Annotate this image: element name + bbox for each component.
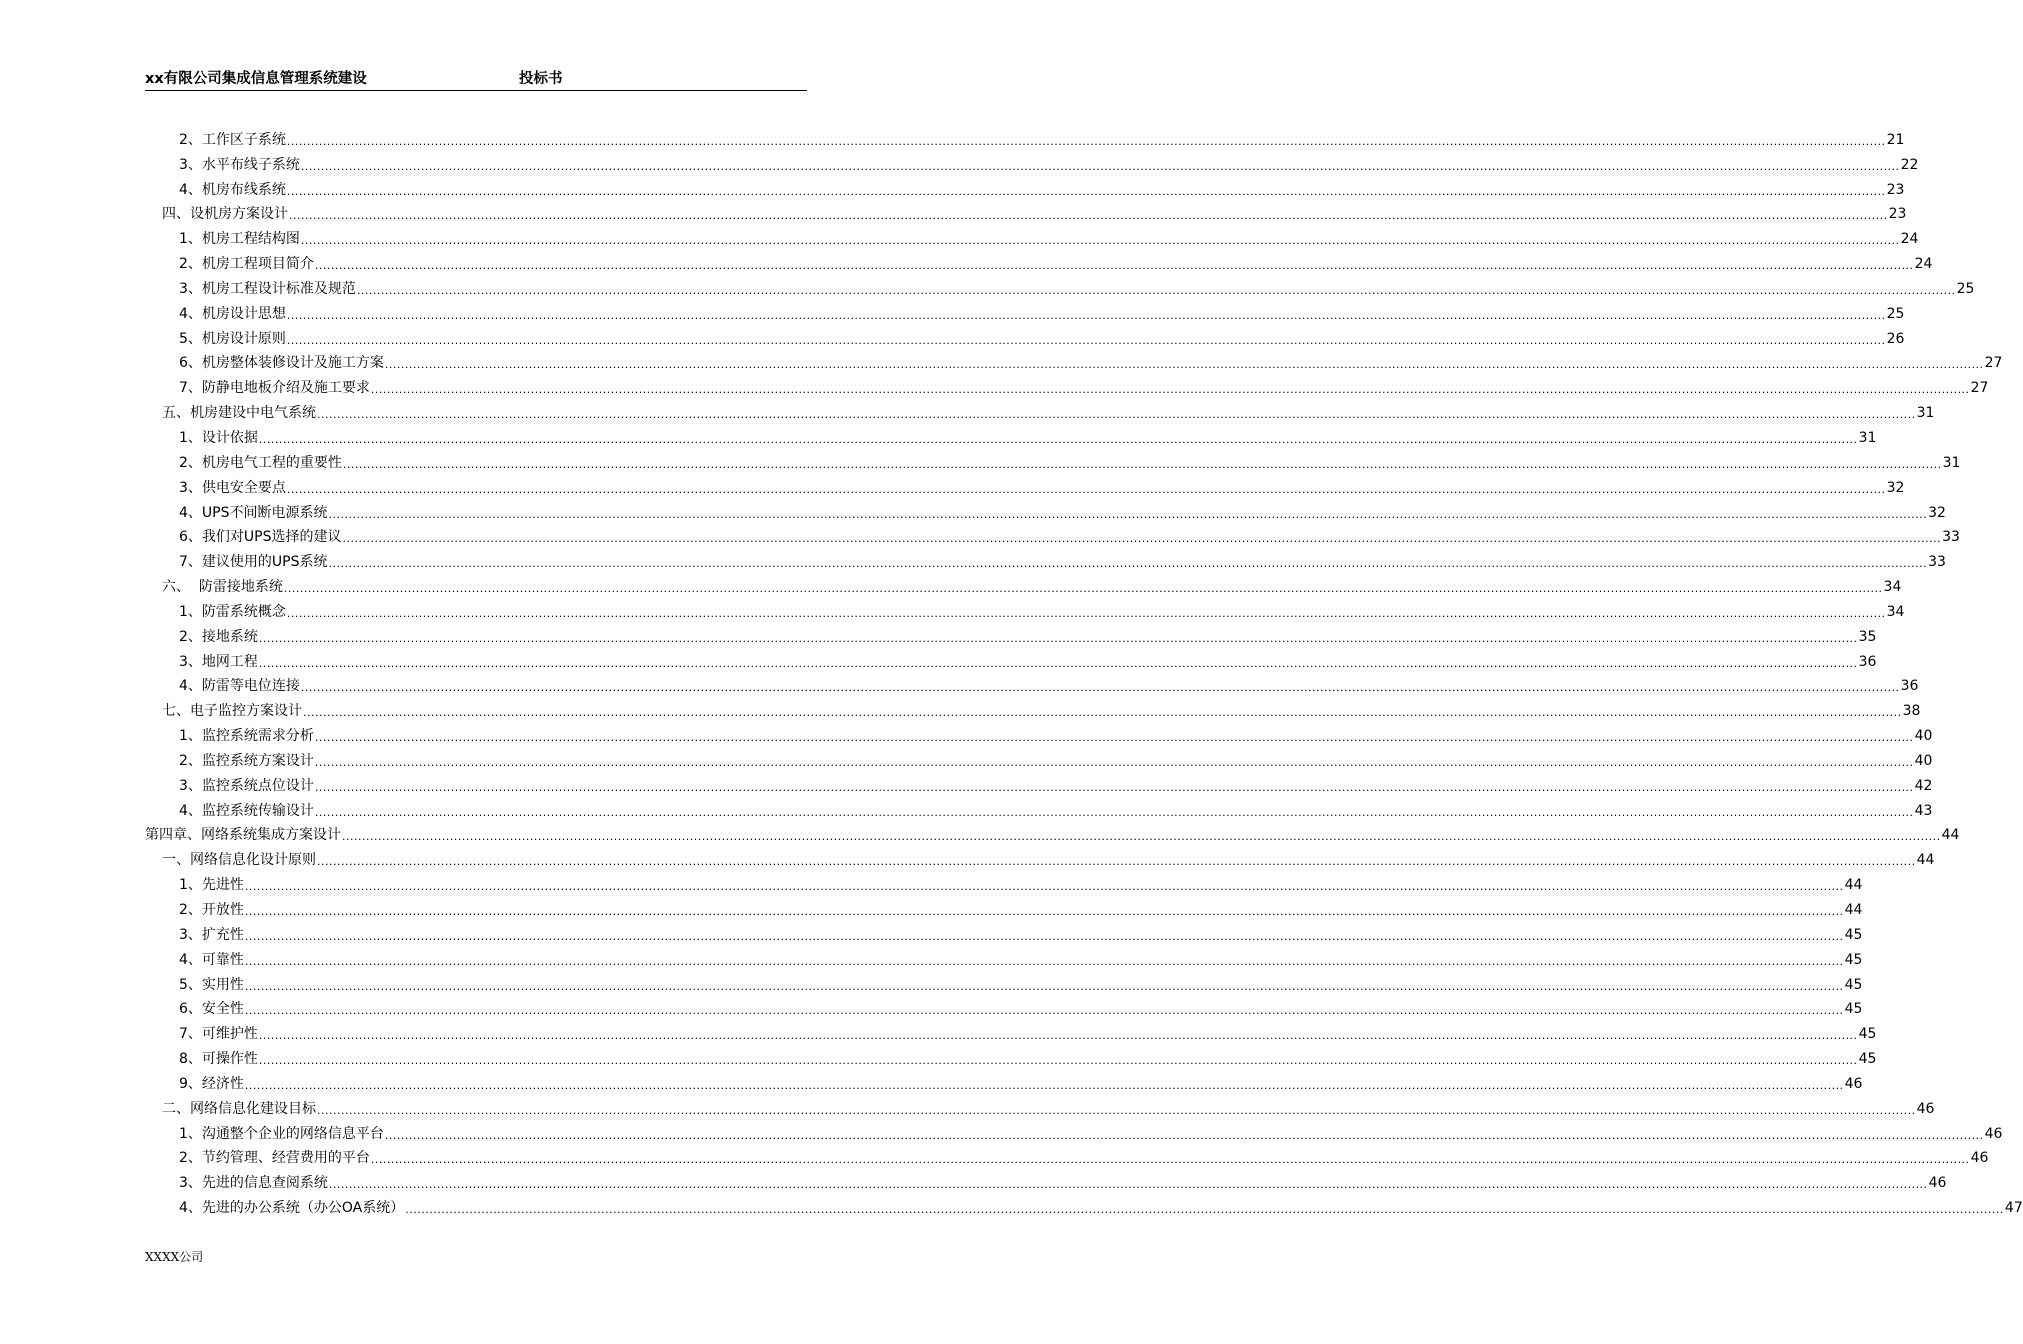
- toc-entry-label: 五、机房建设中电气系统: [162, 405, 316, 422]
- toc-entry[interactable]: [145, 1143, 1989, 1168]
- toc-entry-label: 2、机房工程项目简介: [179, 256, 314, 273]
- toc-dot-leader: ................................................................................................................................................................................................................................................................................................................................................................................................................: [258, 1054, 1858, 1068]
- toc-dot-leader: ................................................................................................................................................................................................................................................................................................................................................................................................................: [286, 482, 1886, 496]
- toc-entry-page-number: 45: [1844, 926, 1863, 943]
- toc-entry-page-number: 27: [1984, 355, 2003, 372]
- toc-entry-label: 6、机房整体装修设计及施工方案: [179, 355, 384, 372]
- toc-entry-page-number: 24: [1900, 231, 1919, 248]
- toc-dot-leader: ................................................................................................................................................................................................................................................................................................................................................................................................................: [342, 532, 1942, 546]
- toc-entry-page-number: 36: [1858, 653, 1877, 670]
- page-header: [145, 64, 807, 91]
- toc-entry-page-number: 25: [1886, 305, 1905, 322]
- toc-entry-label: 9、经济性: [179, 1075, 244, 1092]
- toc-dot-leader: ................................................................................................................................................................................................................................................................................................................................................................................................................: [342, 457, 1942, 471]
- toc-entry[interactable]: [145, 1118, 2003, 1143]
- toc-dot-leader: ................................................................................................................................................................................................................................................................................................................................................................................................................: [314, 259, 1914, 273]
- toc-dot-leader: ................................................................................................................................................................................................................................................................................................................................................................................................................: [244, 954, 1844, 968]
- toc-entry-page-number: 45: [1858, 1026, 1877, 1043]
- toc-entry-label: 3、机房工程设计标准及规范: [179, 280, 356, 297]
- toc-entry[interactable]: [145, 372, 1989, 397]
- toc-entry[interactable]: [145, 447, 1961, 472]
- toc-entry-page-number: 45: [1844, 951, 1863, 968]
- toc-dot-leader: ................................................................................................................................................................................................................................................................................................................................................................................................................: [258, 1029, 1858, 1043]
- toc-entry[interactable]: [145, 174, 1905, 199]
- toc-entry-label: 2、工作区子系统: [179, 131, 286, 148]
- toc-entry-label: 4、UPS不间断电源系统: [179, 504, 328, 521]
- toc-entry[interactable]: [145, 969, 1863, 994]
- toc-entry[interactable]: [145, 199, 1907, 224]
- toc-entry-label: 4、防雷等电位连接: [179, 678, 300, 695]
- toc-entry-page-number: 34: [1886, 603, 1905, 620]
- toc-entry-label: 1、监控系统需求分析: [179, 728, 314, 745]
- toc-entry-label: 5、实用性: [179, 976, 244, 993]
- toc-entry-page-number: 32: [1886, 479, 1905, 496]
- toc-entry[interactable]: [145, 472, 1905, 497]
- toc-entry[interactable]: [145, 298, 1905, 323]
- toc-entry[interactable]: [145, 1043, 1877, 1068]
- toc-entry-label: 3、供电安全要点: [179, 479, 286, 496]
- toc-entry-label: 1、设计依据: [179, 429, 258, 446]
- toc-dot-leader: ................................................................................................................................................................................................................................................................................................................................................................................................................: [286, 606, 1886, 620]
- toc-entry-page-number: 46: [1844, 1075, 1863, 1092]
- toc-entry[interactable]: [145, 894, 1863, 919]
- toc-entry-page-number: 44: [1844, 877, 1863, 894]
- toc-entry-label: 六、 防雷接地系统: [162, 579, 283, 596]
- toc-entry[interactable]: [145, 422, 1877, 447]
- toc-entry[interactable]: [145, 149, 1919, 174]
- toc-dot-leader: ................................................................................................................................................................................................................................................................................................................................................................................................................: [300, 681, 1900, 695]
- toc-entry-page-number: 23: [1888, 206, 1907, 223]
- toc-entry[interactable]: [145, 1167, 1947, 1192]
- toc-entry[interactable]: [145, 522, 1960, 547]
- toc-entry-label: 1、先进性: [179, 877, 244, 894]
- toc-dot-leader: ................................................................................................................................................................................................................................................................................................................................................................................................................: [328, 557, 1928, 571]
- toc-entry-label: 2、接地系统: [179, 628, 258, 645]
- toc-entry[interactable]: [145, 745, 1933, 770]
- toc-entry-page-number: 24: [1914, 256, 1933, 273]
- toc-entry-page-number: 46: [1928, 1175, 1947, 1192]
- toc-dot-leader: ................................................................................................................................................................................................................................................................................................................................................................................................................: [370, 1153, 1970, 1167]
- toc-entry[interactable]: [145, 1093, 1935, 1118]
- toc-dot-leader: ................................................................................................................................................................................................................................................................................................................................................................................................................: [244, 905, 1844, 918]
- toc-dot-leader: ................................................................................................................................................................................................................................................................................................................................................................................................................: [286, 333, 1886, 347]
- toc-entry[interactable]: [145, 497, 1946, 522]
- toc-dot-leader: ................................................................................................................................................................................................................................................................................................................................................................................................................: [328, 1178, 1928, 1192]
- toc-entry-page-number: 22: [1900, 156, 1919, 173]
- toc-entry-label: 二、网络信息化建设目标: [162, 1100, 316, 1117]
- toc-entry-page-number: 31: [1916, 405, 1935, 422]
- toc-dot-leader: ................................................................................................................................................................................................................................................................................................................................................................................................................: [342, 830, 1941, 844]
- toc-entry-page-number: 46: [1984, 1125, 2003, 1142]
- toc-entry-label: 2、机房电气工程的重要性: [179, 454, 342, 471]
- toc-dot-leader: ................................................................................................................................................................................................................................................................................................................................................................................................................: [317, 408, 1916, 422]
- toc-entry-page-number: 31: [1942, 454, 1961, 471]
- toc-entry[interactable]: [145, 571, 1902, 596]
- toc-entry[interactable]: [145, 795, 1933, 820]
- toc-entry[interactable]: [145, 348, 2003, 373]
- toc-dot-leader: ................................................................................................................................................................................................................................................................................................................................................................................................................: [405, 1203, 2004, 1217]
- toc-entry[interactable]: [145, 919, 1863, 944]
- toc-dot-leader: ................................................................................................................................................................................................................................................................................................................................................................................................................: [258, 656, 1858, 670]
- toc-dot-leader: ................................................................................................................................................................................................................................................................................................................................................................................................................: [244, 929, 1844, 943]
- toc-dot-leader: ................................................................................................................................................................................................................................................................................................................................................................................................................: [314, 805, 1914, 819]
- toc-entry-label: 3、先进的信息查阅系统: [179, 1175, 328, 1192]
- toc-dot-leader: ................................................................................................................................................................................................................................................................................................................................................................................................................: [286, 184, 1886, 198]
- toc-entry-page-number: 34: [1883, 579, 1902, 596]
- toc-dot-leader: ................................................................................................................................................................................................................................................................................................................................................................................................................: [314, 731, 1914, 745]
- toc-entry-label: 七、电子监控方案设计: [162, 703, 302, 720]
- toc-entry-label: 6、我们对UPS选择的建议: [179, 529, 342, 546]
- toc-entry-label: 4、监控系统传输设计: [179, 802, 314, 819]
- toc-entry-label: 第四章、网络系统集成方案设计: [145, 827, 341, 844]
- toc-dot-leader: ................................................................................................................................................................................................................................................................................................................................................................................................................: [356, 283, 1956, 297]
- toc-entry-page-number: 35: [1858, 628, 1877, 645]
- toc-dot-leader: ................................................................................................................................................................................................................................................................................................................................................................................................................: [317, 1103, 1916, 1117]
- toc-entry[interactable]: [145, 1192, 2023, 1217]
- toc-entry-page-number: 33: [1942, 529, 1960, 546]
- toc-entry-label: 2、节约管理、经营费用的平台: [179, 1150, 370, 1167]
- toc-entry-page-number: 33: [1928, 554, 1946, 571]
- toc-dot-leader: ................................................................................................................................................................................................................................................................................................................................................................................................................: [286, 308, 1886, 322]
- toc-dot-leader: ................................................................................................................................................................................................................................................................................................................................................................................................................: [314, 755, 1914, 769]
- toc-entry-page-number: 32: [1928, 504, 1946, 521]
- toc-entry-label: 1、沟通整个企业的网络信息平台: [179, 1125, 384, 1142]
- toc-dot-leader: ................................................................................................................................................................................................................................................................................................................................................................................................................: [244, 979, 1844, 993]
- toc-entry[interactable]: [145, 695, 1921, 720]
- toc-entry-page-number: 23: [1886, 181, 1905, 198]
- toc-entry-label: 四、设机房方案设计: [162, 206, 288, 223]
- toc-entry[interactable]: [145, 820, 1960, 845]
- toc-entry-label: 4、先进的办公系统（办公OA系统）: [179, 1200, 405, 1217]
- toc-entry[interactable]: [145, 944, 1863, 969]
- toc-entry[interactable]: [145, 994, 1863, 1019]
- toc-dot-leader: ................................................................................................................................................................................................................................................................................................................................................................................................................: [244, 1004, 1844, 1018]
- toc-dot-leader: ................................................................................................................................................................................................................................................................................................................................................................................................................: [286, 134, 1886, 148]
- toc-entry-label: 1、机房工程结构图: [179, 231, 300, 248]
- toc-dot-leader: ................................................................................................................................................................................................................................................................................................................................................................................................................: [317, 855, 1916, 869]
- toc-dot-leader: ................................................................................................................................................................................................................................................................................................................................................................................................................: [300, 159, 1900, 173]
- toc-dot-leader: ................................................................................................................................................................................................................................................................................................................................................................................................................: [244, 880, 1844, 894]
- document-type: 投标书: [519, 71, 563, 87]
- toc-entry-label: 7、建议使用的UPS系统: [179, 554, 328, 571]
- toc-entry-label: 3、监控系统点位设计: [179, 777, 314, 794]
- page-footer: [145, 1248, 203, 1265]
- toc-entry[interactable]: [145, 248, 1933, 273]
- toc-entry-page-number: 44: [1844, 902, 1863, 918]
- footer-company: XXXX公司: [145, 1250, 204, 1264]
- toc-entry-page-number: 45: [1858, 1051, 1877, 1068]
- toc-entry-page-number: 43: [1914, 802, 1933, 819]
- toc-entry[interactable]: [145, 1018, 1877, 1043]
- toc-entry-page-number: 42: [1914, 777, 1933, 794]
- toc-dot-leader: ................................................................................................................................................................................................................................................................................................................................................................................................................: [258, 631, 1858, 645]
- toc-entry-page-number: 25: [1956, 280, 1975, 297]
- toc-dot-leader: ................................................................................................................................................................................................................................................................................................................................................................................................................: [384, 358, 1984, 372]
- toc-dot-leader: ................................................................................................................................................................................................................................................................................................................................................................................................................: [314, 780, 1914, 794]
- toc-entry[interactable]: [145, 621, 1877, 646]
- toc-entry-page-number: 44: [1941, 827, 1960, 844]
- toc-entry[interactable]: [145, 223, 1919, 248]
- toc-dot-leader: ................................................................................................................................................................................................................................................................................................................................................................................................................: [300, 234, 1900, 248]
- toc-entry-label: 4、可靠性: [179, 951, 244, 968]
- toc-entry-label: 7、可维护性: [179, 1026, 258, 1043]
- toc-dot-leader: ................................................................................................................................................................................................................................................................................................................................................................................................................: [283, 582, 1883, 596]
- toc-entry[interactable]: [145, 869, 1863, 894]
- toc-entry-label: 4、机房设计思想: [179, 305, 286, 322]
- table-of-contents: [145, 124, 2023, 1217]
- toc-entry-page-number: 21: [1886, 131, 1905, 148]
- toc-entry[interactable]: [145, 546, 1946, 571]
- toc-entry-page-number: 45: [1844, 1001, 1863, 1018]
- toc-entry[interactable]: [145, 844, 1935, 869]
- toc-entry-label: 2、开放性: [179, 902, 244, 918]
- toc-dot-leader: ................................................................................................................................................................................................................................................................................................................................................................................................................: [328, 507, 1928, 521]
- toc-entry-label: 3、水平布线子系统: [179, 156, 300, 173]
- toc-entry-page-number: 47: [2004, 1200, 2023, 1217]
- toc-entry-page-number: 26: [1886, 330, 1905, 347]
- toc-entry[interactable]: [145, 770, 1933, 795]
- toc-entry-page-number: 40: [1914, 752, 1933, 769]
- toc-dot-leader: ................................................................................................................................................................................................................................................................................................................................................................................................................: [244, 1078, 1844, 1092]
- toc-entry[interactable]: [145, 1068, 1863, 1093]
- toc-entry[interactable]: [145, 397, 1935, 422]
- toc-entry[interactable]: [145, 124, 1905, 149]
- toc-entry-label: 1、防雷系统概念: [179, 603, 286, 620]
- toc-dot-leader: ................................................................................................................................................................................................................................................................................................................................................................................................................: [303, 706, 1902, 720]
- toc-dot-leader: ................................................................................................................................................................................................................................................................................................................................................................................................................: [370, 383, 1970, 397]
- toc-entry[interactable]: [145, 720, 1933, 745]
- toc-entry[interactable]: [145, 323, 1905, 348]
- toc-entry-page-number: 40: [1914, 728, 1933, 745]
- toc-entry-label: 6、安全性: [179, 1001, 244, 1018]
- toc-entry-page-number: 31: [1858, 429, 1877, 446]
- toc-dot-leader: ................................................................................................................................................................................................................................................................................................................................................................................................................: [289, 209, 1888, 223]
- toc-entry-label: 5、机房设计原则: [179, 330, 286, 347]
- toc-entry-label: 一、网络信息化设计原则: [162, 852, 316, 869]
- toc-entry-page-number: 38: [1902, 703, 1921, 720]
- toc-entry-label: 2、监控系统方案设计: [179, 752, 314, 769]
- toc-entry-label: 4、机房布线系统: [179, 181, 286, 198]
- toc-entry[interactable]: [145, 273, 1975, 298]
- toc-dot-leader: ................................................................................................................................................................................................................................................................................................................................................................................................................: [258, 432, 1858, 446]
- toc-entry[interactable]: [145, 646, 1877, 671]
- toc-entry-label: 8、可操作性: [179, 1051, 258, 1068]
- toc-entry-page-number: 36: [1900, 678, 1919, 695]
- toc-entry-label: 3、地网工程: [179, 653, 258, 670]
- toc-entry-page-number: 45: [1844, 976, 1863, 993]
- toc-entry-page-number: 44: [1916, 852, 1935, 869]
- toc-entry-page-number: 46: [1916, 1100, 1935, 1117]
- toc-entry-label: 3、扩充性: [179, 926, 244, 943]
- toc-entry-page-number: 46: [1970, 1150, 1989, 1167]
- toc-entry-page-number: 27: [1970, 380, 1989, 397]
- toc-entry[interactable]: [145, 596, 1905, 621]
- toc-dot-leader: ................................................................................................................................................................................................................................................................................................................................................................................................................: [384, 1128, 1984, 1142]
- toc-entry-label: 7、防静电地板介绍及施工要求: [179, 380, 370, 397]
- document-title: xx有限公司集成信息管理系统建设: [145, 71, 367, 87]
- toc-entry[interactable]: [145, 671, 1919, 696]
